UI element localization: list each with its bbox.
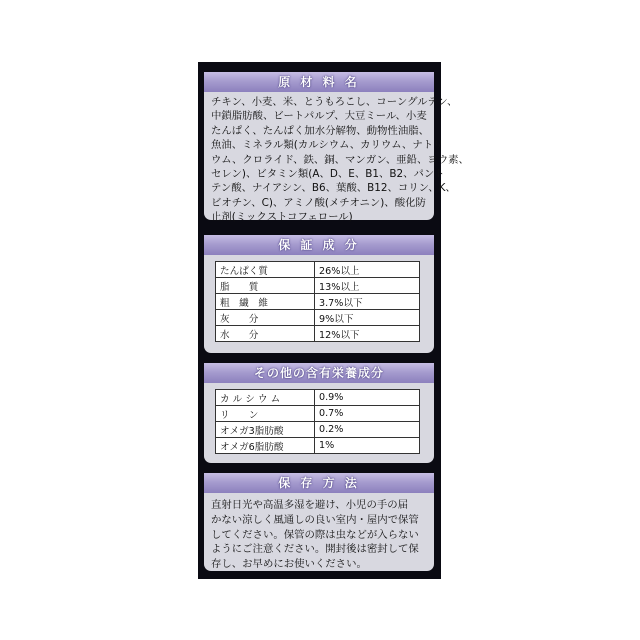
other-nutrients-heading: その他の含有栄養成分 [204,363,434,383]
nutrient-name: リ ン [216,406,315,422]
ingredients-line: 止剤(ミックストコフェロール) [211,211,353,224]
ingredients-line: ウム、クロライド、鉄、銅、マンガン、亜鉛、ヨウ素、 [211,153,469,166]
ingredients-line: ビオチン、C)、アミノ酸(メチオニン)、酸化防 [211,196,426,209]
table-row [216,390,420,406]
nutrient-value: 13%以上 [315,278,420,294]
nutrient-value: 26%以上 [315,262,420,278]
ingredients-line: セレン)、ビタミン類(A、D、E、B1、B2、パント [211,167,445,180]
storage-line: ようにご注意ください。開封後は密封して保 [211,543,419,556]
ingredients-text [204,92,469,229]
nutrient-name: カ ル シ ウ ム [216,390,315,406]
table-row [216,278,420,294]
table-row [216,262,420,278]
ingredients-heading: 原 材 料 名 [204,72,434,92]
ingredients-line: たんぱく、たんぱく加水分解物、動物性油脂、 [211,124,429,137]
nutrient-name: オメガ3脂肪酸 [216,422,315,438]
table-row [216,438,420,454]
nutrient-value: 9%以下 [315,310,420,326]
nutrient-name: 灰 分 [216,310,315,326]
guaranteed-analysis-section [204,235,434,353]
product-label-panel [198,62,469,579]
nutrient-value: 1% [315,438,420,454]
ingredients-line: 中鎖脂肪酸、ビートパルプ、大豆ミール、小麦 [211,110,427,123]
storage-section [204,473,434,571]
nutrient-name: たんぱく質 [216,262,315,278]
nutrient-value: 12%以下 [315,326,420,342]
storage-line: 直射日光や高温多湿を避け、小児の手の届 [211,499,409,511]
ingredients-section [204,72,469,224]
storage-text [204,493,434,576]
ingredients-line: テン酸、ナイアシン、B6、葉酸、B12、コリン、K、 [211,182,456,195]
nutrient-name: オメガ6脂肪酸 [216,438,315,454]
nutrient-value: 0.7% [315,406,420,422]
other-nutrients-table [215,389,420,454]
ingredients-line: 魚油、ミネラル類(カルシウム、カリウム、ナトリ [211,139,444,152]
other-nutrients-section [204,363,434,463]
nutrient-value: 0.2% [315,422,420,438]
storage-line: してください。保管の際は虫などが入らない [211,528,419,541]
nutrient-name: 粗 繊 維 [216,294,315,310]
guaranteed-analysis-heading: 保 証 成 分 [204,235,434,255]
ingredients-line: チキン、小麦、米、とうもろこし、コーングルテン、 [211,96,458,108]
storage-line: 存し、お早めにお使いください。 [211,558,367,571]
table-row [216,422,420,438]
table-row [216,310,420,326]
nutrient-value: 0.9% [315,390,420,406]
storage-line: かない涼しく風通しの良い室内・屋内で保管 [211,513,419,526]
guaranteed-analysis-table [215,261,420,342]
nutrient-value: 3.7%以下 [315,294,420,310]
table-row [216,406,420,422]
table-row [216,294,420,310]
table-row [216,326,420,342]
nutrient-name: 水 分 [216,326,315,342]
nutrient-name: 脂 質 [216,278,315,294]
storage-heading: 保 存 方 法 [204,473,434,493]
